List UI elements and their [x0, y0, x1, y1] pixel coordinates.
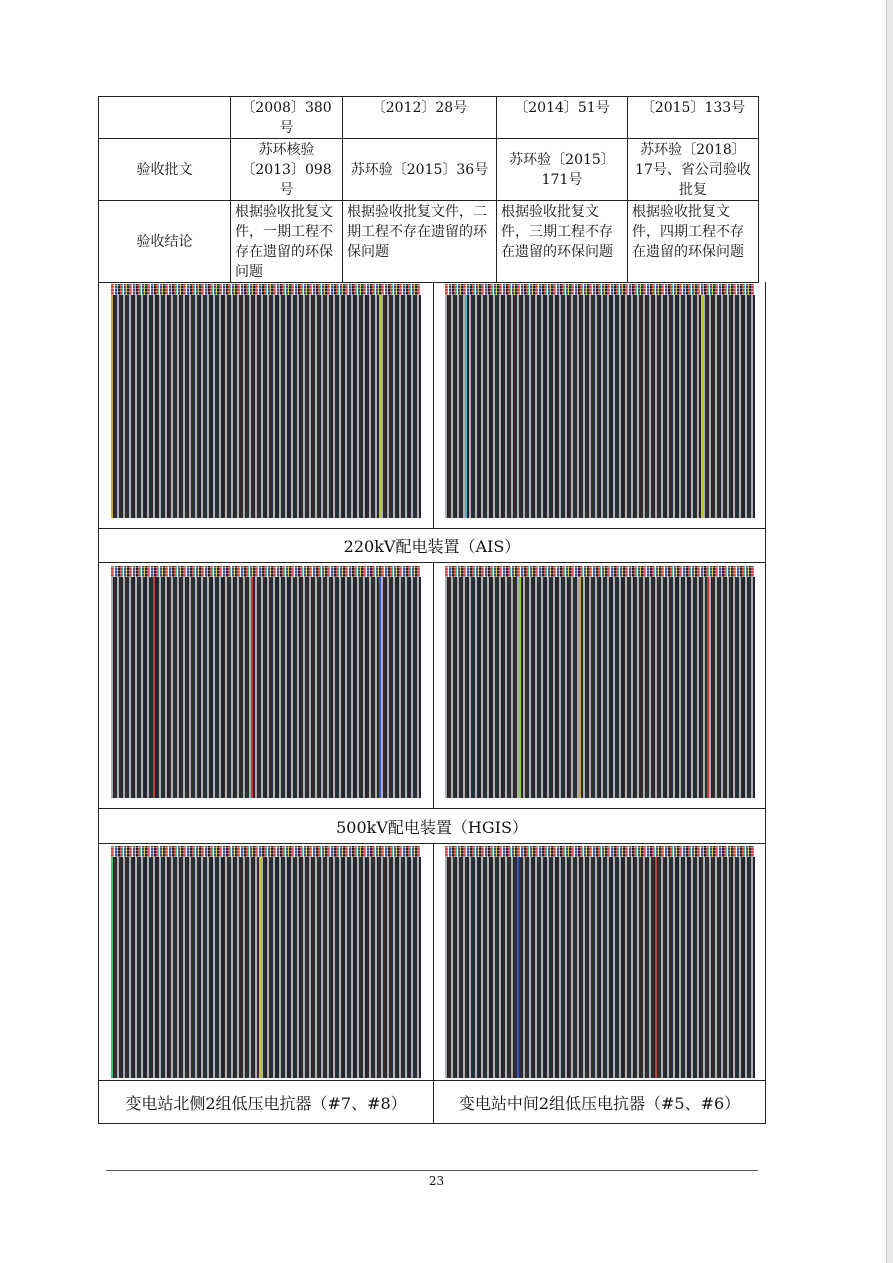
- caption-reactor-north: 变电站北侧2组低压电抗器（#7、#8）: [99, 1080, 433, 1123]
- photo-noise: [111, 284, 421, 295]
- table-cell: 根据验收批复文件，一期工程不存在遗留的环保问题: [231, 201, 343, 283]
- photo-noise: [111, 566, 421, 577]
- divider: [433, 282, 434, 528]
- photo-noise: [111, 846, 421, 857]
- table-cell: 〔2015〕133号: [628, 97, 759, 139]
- photo-noise: [445, 846, 755, 857]
- caption-reactor-middle: 变电站中间2组低压电抗器（#5、#6）: [434, 1080, 765, 1123]
- photo-noise: [445, 284, 755, 295]
- photo-row: [99, 844, 765, 1123]
- table-cell: 苏环核验〔2013〕098号: [231, 139, 343, 201]
- table-cell: 根据验收批复文件，二期工程不存在遗留的环保问题: [343, 201, 497, 283]
- photo-reactor-middle: [445, 846, 755, 1078]
- table-cell: 根据验收批复文件，三期工程不存在遗留的环保问题: [497, 201, 628, 283]
- photo-accent: [701, 295, 703, 518]
- table-row: [99, 97, 759, 139]
- photo-accent: [259, 857, 261, 1078]
- row-label: [99, 97, 231, 139]
- table-cell: 〔2008〕380号: [231, 97, 343, 139]
- table-row: [99, 139, 759, 201]
- photo-row: [99, 282, 765, 528]
- caption-500kv: 500kV配电装置（HGIS）: [99, 808, 765, 844]
- photo-accent: [111, 857, 113, 1078]
- page-edge: [886, 0, 893, 1263]
- row-label: 验收结论: [99, 201, 231, 283]
- photo-accent: [519, 577, 521, 798]
- table-row: [99, 201, 759, 283]
- footer-rule: [106, 1170, 758, 1171]
- photo-accent: [153, 577, 155, 798]
- photo-500kv-right: [445, 566, 755, 798]
- photo-accent: [379, 295, 381, 518]
- photo-accent: [111, 295, 113, 518]
- acceptance-table: [98, 96, 759, 283]
- photo-accent: [579, 577, 581, 798]
- photo-grid: [98, 282, 766, 1124]
- divider: [433, 563, 434, 808]
- page-number: 23: [428, 1174, 445, 1188]
- photo-accent: [465, 295, 467, 518]
- photo-220kv-right: [445, 284, 755, 518]
- photo-reactor-north: [111, 846, 421, 1078]
- table-cell: 苏环验〔2018〕17号、省公司验收批复: [628, 139, 759, 201]
- photo-accent: [251, 577, 253, 798]
- table-cell: 〔2014〕51号: [497, 97, 628, 139]
- table-cell: 根据验收批复文件，四期工程不存在遗留的环保问题: [628, 201, 759, 283]
- photo-accent: [517, 857, 519, 1078]
- photo-220kv-left: [111, 284, 421, 518]
- row-label: 验收批文: [99, 139, 231, 201]
- table-cell: 苏环验〔2015〕171号: [497, 139, 628, 201]
- table-cell: 〔2012〕28号: [343, 97, 497, 139]
- photo-noise: [445, 566, 755, 577]
- photo-accent: [707, 577, 709, 798]
- caption-220kv: 220kV配电装置（AIS）: [99, 528, 765, 563]
- photo-row: [99, 563, 765, 808]
- table-cell: 苏环验〔2015〕36号: [343, 139, 497, 201]
- photo-500kv-left: [111, 566, 421, 798]
- photo-accent: [379, 577, 381, 798]
- photo-accent: [655, 857, 657, 1078]
